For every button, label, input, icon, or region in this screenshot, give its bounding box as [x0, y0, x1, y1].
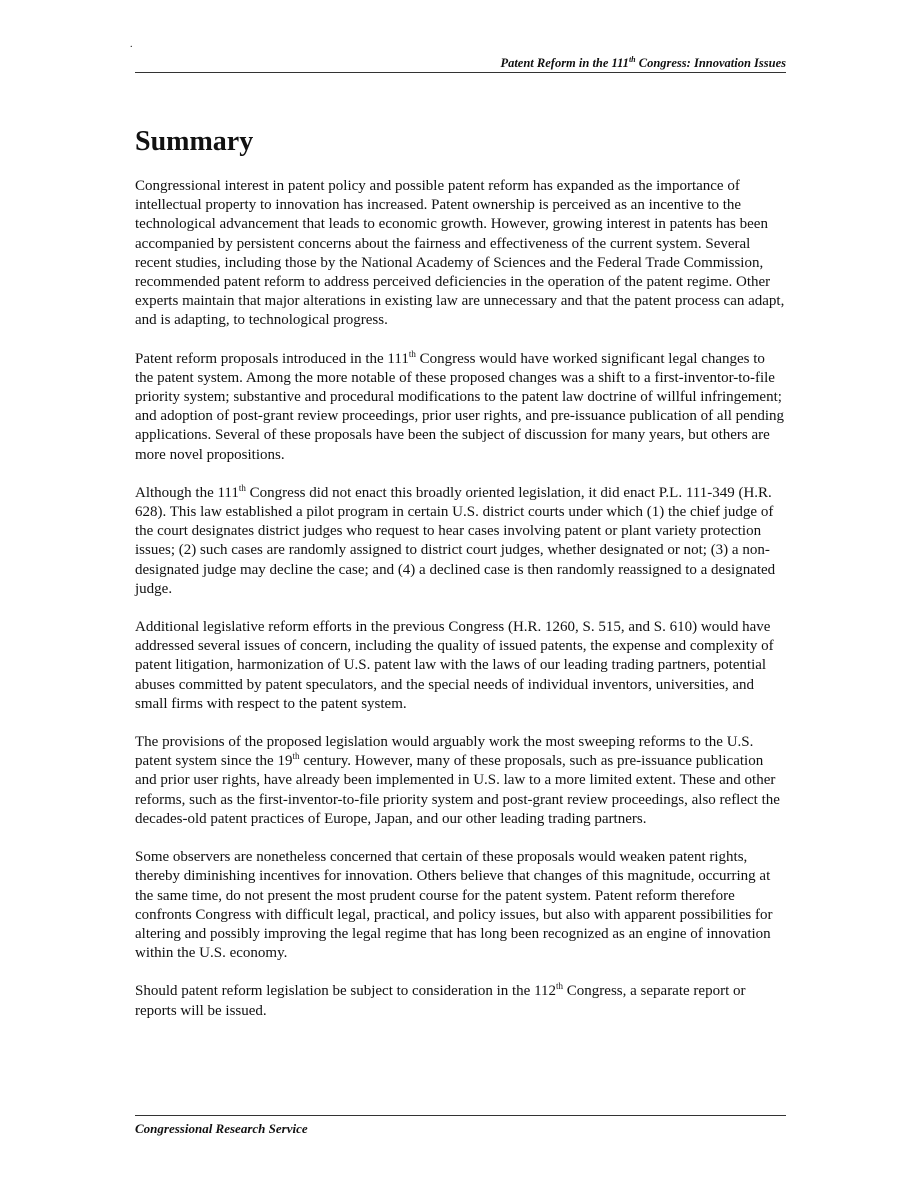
paragraph-3-superscript: th [238, 482, 246, 493]
paragraph-5-start: The provisions of the proposed legislation would arguably work the most sweeping reforms to the U.S. patent system since the 19 [135, 734, 754, 770]
paragraph-2-start: Patent reform proposals introduced in the 111 [135, 350, 409, 367]
paragraph-7 [135, 982, 786, 1020]
page-title: Summary [135, 126, 254, 157]
paragraph-2-superscript: th [408, 348, 416, 359]
header-rule [135, 72, 786, 73]
paragraph-3-start: Although the 111 [135, 484, 239, 501]
paragraph-2-end: Congress would have worked significant legal changes to the patent system. Among the more notable of these proposed changes was a shift to a first-inventor-to-file priority system; substantive and procedural modifications to the patent law doctrine of willful infringement; and adoption of post-grant review proceedings, prior user rights, and pre-issuance publication of all pending applications. Several of these proposals have been the subject of discussion for many years, but others are more novel propositions. [135, 350, 784, 463]
paragraph-5 [135, 733, 786, 829]
running-header [135, 55, 786, 71]
summary-body [135, 177, 786, 1040]
running-footer: Congressional Research Service [135, 1121, 308, 1136]
paragraph-3 [135, 484, 786, 599]
running-header-text: Patent Reform in the 111 [500, 56, 629, 70]
paragraph-5-superscript: th [292, 751, 300, 762]
corner-mark: . [130, 39, 133, 50]
paragraph-3-end: Congress did not enact this broadly oriented legislation, it did enact P.L. 111-349 (H.R. 628). This law established a pilot program in certain U.S. district courts under which (1) the chief judge of the court designates district judges who request to hear cases involving patent or plant variety protection issues; (2) such cases are randomly assigned to district court judges, whether designated or not; (3) a non-designated judge may decline the case; and (4) a declined case is then randomly reassigned to a designated judge. [135, 484, 776, 597]
footer-rule [135, 1115, 786, 1116]
running-header-text-end: Congress: Innovation Issues [635, 56, 786, 70]
running-header-superscript: th [628, 54, 636, 64]
paragraph-4: Additional legislative reform efforts in the previous Congress (H.R. 1260, S. 515, and S. 610) would have addressed several issues of concern, including the quality of issued patents, the expense and complexity of patent litigation, harmonization of U.S. patent law with the laws of our leading trading partners, potential abuses committed by patent speculators, and the special needs of individual inventors, universities, and small firms with respect to the patent system. [135, 619, 774, 712]
paragraph-7-superscript: th [556, 981, 564, 992]
paragraph-2 [135, 350, 786, 465]
paragraph-6: Some observers are nonetheless concerned that certain of these proposals would weaken patent rights, thereby diminishing incentives for innovation. Others believe that changes of this magnitude, occurring at the same time, do not present the most prudent course for the patent system. Patent reform therefore confronts Congress with difficult legal, practical, and policy issues, but also with apparent possibilities for altering and possibly improving the legal regime that has long been recognized as an engine of innovation within the U.S. economy. [135, 849, 773, 962]
paragraph-7-start: Should patent reform legislation be subject to consideration in the 112 [135, 983, 557, 1000]
paragraph-1: Congressional interest in patent policy and possible patent reform has expanded as the importance of intellectual property to innovation has increased. Patent ownership is perceived as an incentive to the technological advancement that leads to economic growth. However, growing interest in patents has been accompanied by persistent concerns about the fairness and effectiveness of the current system. Several recent studies, including those by the National Academy of Sciences and the Federal Trade Commission, recommended patent reform to address perceived deficiencies in the operation of the patent regime. Other experts maintain that major alterations in existing law are unnecessary and that the patent process can adapt, and is adapting, to technological progress. [135, 178, 785, 329]
paragraph-5-end: century. However, many of these proposals, such as pre-issuance publication and prior user rights, have already been implemented in U.S. law to a more limited extent. These and other reforms, such as the first-inventor-to-file priority system and post-grant review proceedings, also reflect the decades-old patent practices of Europe, Japan, and our other leading trading partners. [135, 753, 780, 827]
paragraph-7-end: Congress, a separate report or reports will be issued. [135, 983, 746, 1019]
